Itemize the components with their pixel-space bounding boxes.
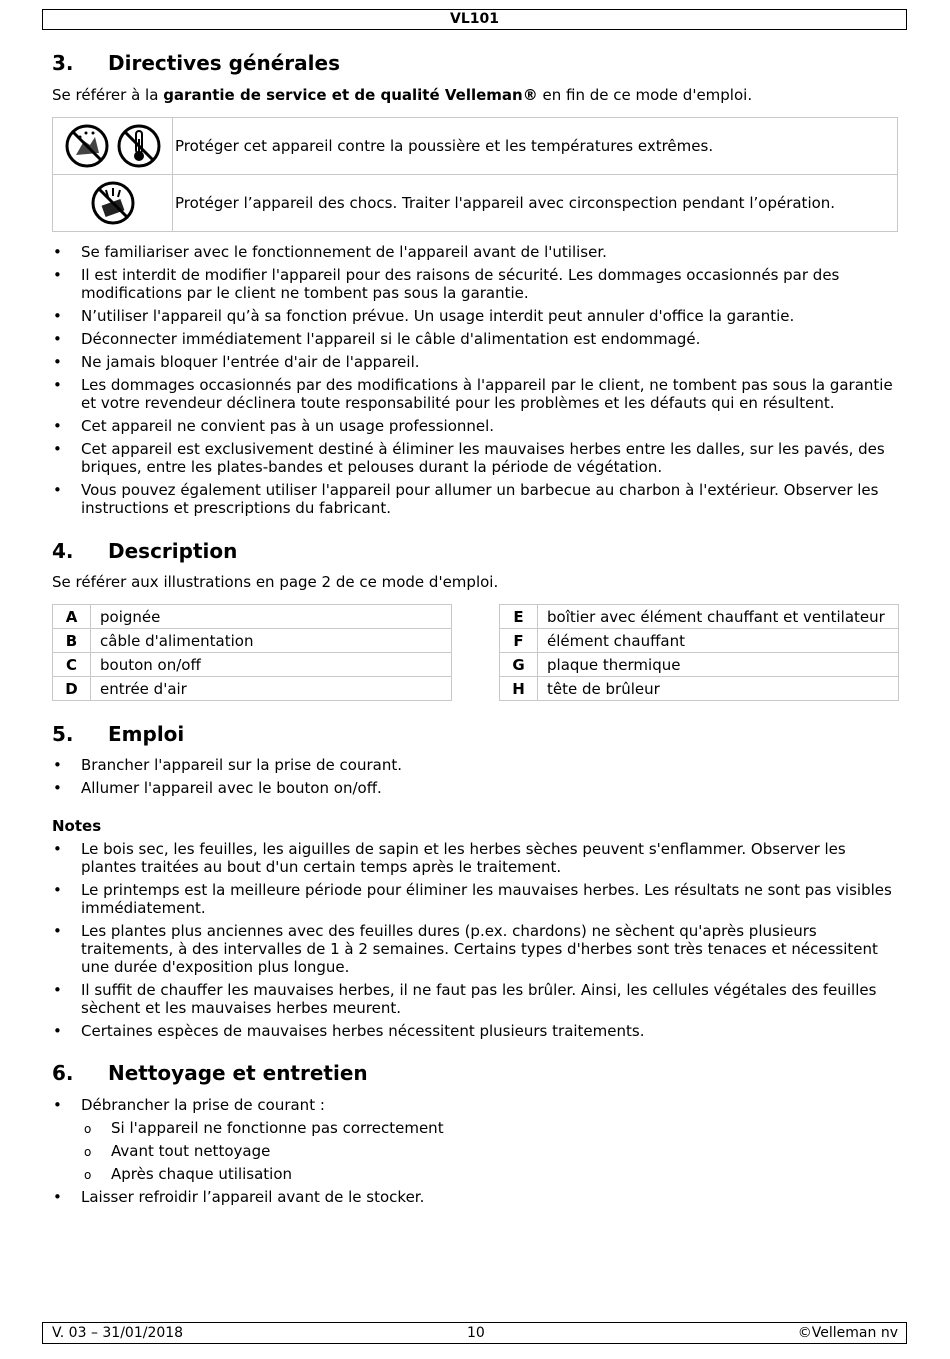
icon-row-text: Protéger cet appareil contre la poussière et les températures extrêmes. <box>173 118 898 175</box>
list-item: • Le bois sec, les feuilles, les aiguilles de sapin et les herbes sèches peuvent s'enflammer. Observer les plantes traitées au bout d'un certain temps après le traitement. <box>52 840 898 876</box>
footer-copyright: ©Velleman nv <box>797 1325 898 1341</box>
part-label: bouton on/off <box>91 653 452 677</box>
part-letter: D <box>53 677 91 701</box>
icon-cell <box>53 175 173 232</box>
table-row <box>53 629 452 653</box>
section-5-heading <box>52 721 184 747</box>
section-title: Directives générales <box>108 51 340 75</box>
table-row <box>53 605 452 629</box>
no-dust-icon <box>64 123 110 169</box>
table-row <box>500 605 899 629</box>
sub-list-item: o Après chaque utilisation <box>52 1165 898 1183</box>
sub-list-item: o Si l'appareil ne fonctionne pas correctement <box>52 1119 898 1137</box>
table-row <box>53 653 452 677</box>
list-item: • Le printemps est la meilleure période pour éliminer les mauvaises herbes. Les résultats ne sont pas visibles immédiatement. <box>52 881 898 917</box>
section-title: Description <box>108 539 238 563</box>
footer-page-number: 10 <box>467 1325 485 1341</box>
section-3-bullet-list <box>52 243 898 522</box>
section-4-intro: Se référer aux illustrations en page 2 de ce mode d'emploi. <box>52 573 499 591</box>
list-item: • Les dommages occasionnés par des modifications à l'appareil par le client, ne tombent pas sous la garantie et votre revendeur déclinera toute responsabilité pour les problèmes et les défauts qui en résultent. <box>52 376 898 412</box>
part-label: tête de brûleur <box>538 677 899 701</box>
page-footer <box>42 1322 907 1344</box>
intro-text-end: en fin de ce mode d'emploi. <box>537 86 753 104</box>
table-row <box>500 629 899 653</box>
intro-bold-text: garantie de service et de qualité Velleman® <box>163 86 538 104</box>
list-item: • Certaines espèces de mauvaises herbes nécessitent plusieurs traitements. <box>52 1022 898 1040</box>
icon-row <box>53 175 898 232</box>
list-item: • Se familiariser avec le fonctionnement de l'appareil avant de l'utiliser. <box>52 243 898 261</box>
table-row <box>500 677 899 701</box>
notes-list <box>52 840 898 1045</box>
part-letter: A <box>53 605 91 629</box>
section-3-intro <box>52 85 752 105</box>
part-label: poignée <box>91 605 452 629</box>
part-letter: E <box>500 605 538 629</box>
part-label: entrée d'air <box>91 677 452 701</box>
warning-icons-table <box>52 117 898 232</box>
icon-cell <box>53 118 173 175</box>
section-number: 4. <box>52 539 74 563</box>
part-letter: H <box>500 677 538 701</box>
part-label: élément chauffant <box>538 629 899 653</box>
no-shock-icon <box>90 180 136 226</box>
section-number: 6. <box>52 1061 74 1085</box>
part-label: boîtier avec élément chauffant et ventilateur <box>538 605 899 629</box>
footer-version: V. 03 – 31/01/2018 <box>52 1325 184 1341</box>
list-item: • Laisser refroidir l’appareil avant de le stocker. <box>52 1188 898 1206</box>
header-model: VL101 <box>450 11 499 27</box>
list-item: • Il suffit de chauffer les mauvaises herbes, il ne faut pas les brûler. Ainsi, les cellules végétales des feuilles sèchent et les mauvaises herbes meurent. <box>52 981 898 1017</box>
section-title: Nettoyage et entretien <box>108 1061 368 1085</box>
list-item: • Il est interdit de modifier l'appareil pour des raisons de sécurité. Les dommages occasionnés par des modifications par le client ne tombent pas sous la garantie. <box>52 266 898 302</box>
section-title: Emploi <box>108 722 185 746</box>
no-extreme-temperature-icon <box>116 123 162 169</box>
list-item: • Ne jamais bloquer l'entrée d'air de l'appareil. <box>52 353 898 371</box>
intro-text: Se référer à la <box>52 86 164 104</box>
icon-row-text: Protéger l’appareil des chocs. Traiter l'appareil avec circonspection pendant l’opération. <box>173 175 898 232</box>
section-6-heading <box>52 1060 368 1086</box>
section-4-heading <box>52 538 237 564</box>
part-letter: C <box>53 653 91 677</box>
page-header <box>42 9 907 30</box>
sub-list-item: o Avant tout nettoyage <box>52 1142 898 1160</box>
part-letter: B <box>53 629 91 653</box>
part-label: câble d'alimentation <box>91 629 452 653</box>
parts-table-right <box>499 604 899 701</box>
list-item: • Déconnecter immédiatement l'appareil si le câble d'alimentation est endommagé. <box>52 330 898 348</box>
icon-row <box>53 118 898 175</box>
parts-table-left <box>52 604 452 701</box>
list-item: • Les plantes plus anciennes avec des feuilles dures (p.ex. chardons) ne sèchent qu'après plusieurs traitements, à des intervalles de 1 à 2 semaines. Certains types d'herbes sont très tenaces et nécessitent une durée d'exposition plus longue. <box>52 922 898 976</box>
list-item: • Débrancher la prise de courant : <box>52 1096 898 1114</box>
table-row <box>53 677 452 701</box>
part-letter: F <box>500 629 538 653</box>
list-item: • N’utiliser l'appareil qu’à sa fonction prévue. Un usage interdit peut annuler d'office la garantie. <box>52 307 898 325</box>
list-item: • Brancher l'appareil sur la prise de courant. <box>52 756 898 774</box>
section-number: 3. <box>52 51 74 75</box>
list-item: • Cet appareil est exclusivement destiné à éliminer les mauvaises herbes entre les dalles, sur les pavés, des briques, entre les plates-bandes et pelouses durant la période de végétation. <box>52 440 898 476</box>
part-letter: G <box>500 653 538 677</box>
list-item: • Cet appareil ne convient pas à un usage professionnel. <box>52 417 898 435</box>
list-item: • Allumer l'appareil avec le bouton on/off. <box>52 779 898 797</box>
section-5-bullet-list <box>52 756 898 802</box>
section-3-heading <box>52 50 340 76</box>
section-number: 5. <box>52 722 74 746</box>
table-row <box>500 653 899 677</box>
list-item: • Vous pouvez également utiliser l'appareil pour allumer un barbecue au charbon à l'extérieur. Observer les instructions et prescriptions du fabricant. <box>52 481 898 517</box>
section-6-bullet-list <box>52 1096 898 1211</box>
part-label: plaque thermique <box>538 653 899 677</box>
notes-label: Notes <box>52 817 102 835</box>
